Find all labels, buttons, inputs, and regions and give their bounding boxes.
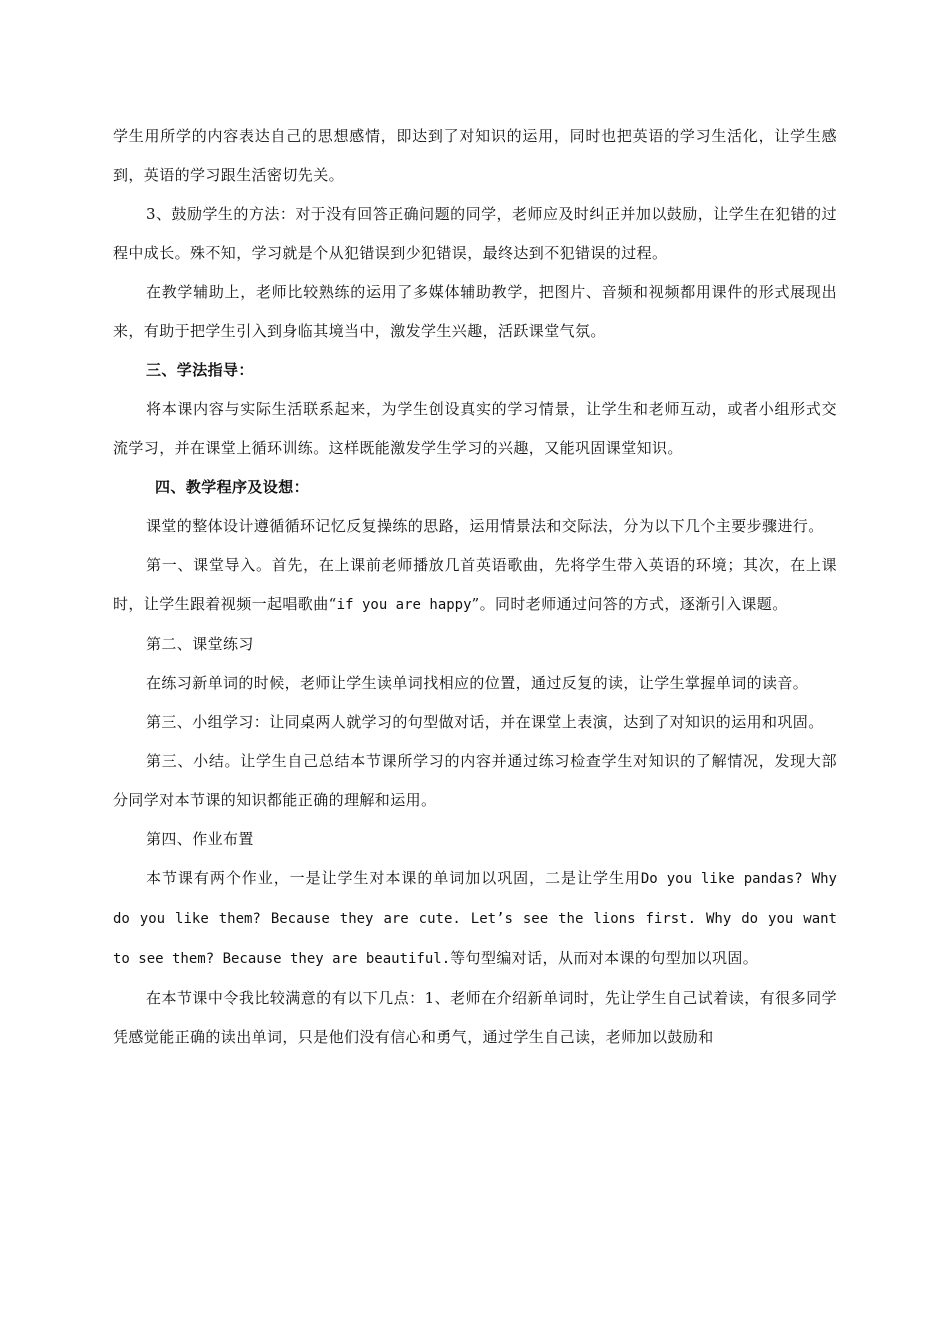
paragraph-reflection: 在本节课中令我比较满意的有以下几点：1、老师在介绍新单词时，先让学生自己试着读，有很多同学凭感觉能正确的读出单词，只是他们没有信心和勇气，通过学生自己读，老师加以鼓励和 <box>113 989 837 1046</box>
paragraph-step-two-body: 在练习新单词的时候，老师让学生读单词找相应的位置，通过反复的读，让学生掌握单词的读音。 <box>146 674 809 692</box>
paragraph-continued: 学生用所学的内容表达自己的思想感情，即达到了对知识的运用，同时也把英语的学习生活化，让学生感到，英语的学习跟生活密切先关。 <box>113 127 837 184</box>
paragraph-step-four-title: 第四、作业布置 <box>146 830 254 848</box>
song-title: if you are happy <box>336 597 472 613</box>
section-heading-teaching-procedure: 四、教学程序及设想： <box>155 478 310 496</box>
section-heading-study-guidance: 三、学法指导： <box>146 361 254 379</box>
paragraph-homework <box>113 859 837 979</box>
paragraph-step-two-title: 第二、课堂练习 <box>146 635 254 653</box>
paragraph-overall-design: 课堂的整体设计遵循循环记忆反复操练的思路，运用情景法和交际法，分为以下几个主要步骤进行。 <box>146 517 824 535</box>
document-body <box>113 117 837 1057</box>
paragraph-study-guidance: 将本课内容与实际生活联系起来，为学生创设真实的学习情景，让学生和老师互动，或者小组形式交流学习，并在课堂上循环训练。这样既能激发学生学习的兴趣，又能巩固课堂知识。 <box>113 400 837 457</box>
homework-text-b: 等句型编对话，从而对本课的句型加以巩固。 <box>450 949 759 967</box>
paragraph-step-one-intro <box>113 546 837 625</box>
paragraph-encouragement-method: 3、鼓励学生的方法：对于没有回答正确问题的同学，老师应及时纠正并加以鼓励，让学生在犯错的过程中成长。殊不知，学习就是个从犯错误到少犯错误，最终达到不犯错误的过程。 <box>113 205 837 262</box>
homework-english-sentences: Do you like pandas? Why do you like them? Because they are cute. Let’s see the lions first. Why do you want to see them? Because they are beautiful. <box>113 871 837 967</box>
paragraph-step-three-summary: 第三、小结。让学生自己总结本节课所学习的内容并通过练习检查学生对知识的了解情况，发现大部分同学对本节课的知识都能正确的理解和运用。 <box>113 752 837 809</box>
homework-text-a: 本节课有两个作业，一是让学生对本课的单词加以巩固，二是让学生用 <box>146 869 641 887</box>
paragraph-multimedia: 在教学辅助上，老师比较熟练的运用了多媒体辅助教学，把图片、音频和视频都用课件的形式展现出来，有助于把学生引入到身临其境当中，激发学生兴趣，活跃课堂气氛。 <box>113 283 837 340</box>
paragraph-step-three-group: 第三、小组学习：让同桌两人就学习的句型做对话，并在课堂上表演，达到了对知识的运用和巩固。 <box>146 713 824 731</box>
step-one-text-a: 第一、课堂导入。首先，在上课前老师播放几首英语歌曲，先将学生带入英语的环境；其次，在上课时，让学生跟着视频一起唱歌曲“ <box>113 556 837 613</box>
step-one-text-b: ”。同时老师通过问答的方式，逐渐引入课题。 <box>471 595 788 613</box>
